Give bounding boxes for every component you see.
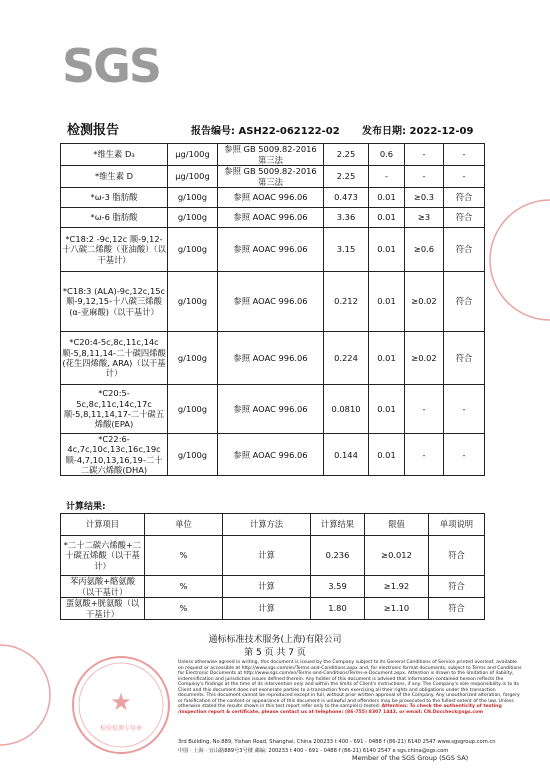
calc-cell: ≥1.92 bbox=[365, 576, 429, 598]
result-cell: 参照 GB 5009.82-2016 第三法 bbox=[218, 166, 324, 188]
result-cell: 0.224 bbox=[324, 332, 369, 385]
result-row bbox=[61, 166, 485, 188]
calc-header-cell: 限值 bbox=[365, 514, 429, 536]
result-cell: 2.25 bbox=[324, 166, 369, 188]
results-table bbox=[60, 143, 485, 476]
edge-seal-icon bbox=[536, 195, 550, 325]
result-row bbox=[61, 332, 485, 385]
result-cell: ≥0.02 bbox=[405, 272, 444, 332]
calc-cell: 计算 bbox=[223, 576, 311, 598]
result-cell: ≥0.3 bbox=[405, 188, 444, 208]
result-cell: 3.36 bbox=[324, 208, 369, 228]
page-indicator: 第 5 页 共 7 页 bbox=[244, 648, 306, 658]
calc-cell: 计算 bbox=[223, 536, 311, 576]
result-row bbox=[61, 208, 485, 228]
result-cell: μg/100g bbox=[168, 166, 218, 188]
calc-cell: 0.236 bbox=[311, 536, 365, 576]
result-cell: - bbox=[444, 166, 485, 188]
result-cell: 0.01 bbox=[369, 332, 405, 385]
result-cell: 符合 bbox=[444, 272, 485, 332]
issue-date: 发布日期: 2022-12-09 bbox=[362, 126, 474, 137]
result-cell: g/100g bbox=[168, 434, 218, 476]
svg-text:★: ★ bbox=[110, 688, 132, 716]
result-cell: 2.25 bbox=[324, 144, 369, 166]
result-cell: 0.01 bbox=[369, 434, 405, 476]
calc-cell: 计算 bbox=[223, 598, 311, 620]
report-title: 检测报告 bbox=[67, 123, 120, 138]
result-row bbox=[61, 434, 485, 476]
calc-header-cell: 计算结果 bbox=[311, 514, 365, 536]
result-cell: 参照 GB 5009.82-2016 第三法 bbox=[218, 144, 324, 166]
result-cell: 符合 bbox=[444, 228, 485, 272]
result-cell: g/100g bbox=[168, 228, 218, 272]
result-cell: ≥0.6 bbox=[405, 228, 444, 272]
calc-header-cell: 单项说明 bbox=[429, 514, 485, 536]
sgs-logo bbox=[62, 39, 161, 93]
result-cell: - bbox=[405, 385, 444, 434]
result-cell: 参照 AOAC 996.06 bbox=[218, 272, 324, 332]
result-cell: - bbox=[444, 434, 485, 476]
result-cell: *维生素 D₃ bbox=[61, 144, 168, 166]
result-cell: g/100g bbox=[168, 332, 218, 385]
address-cn: 中国 · 上海 · 宜山路889号3号楼 邮编: 200233 t 400 - 691 - 0488 f (86-21) 6140 2547 e sgs.china@sgs.com bbox=[178, 748, 449, 754]
result-cell: *ω-6 脂肪酸 bbox=[61, 208, 168, 228]
result-row bbox=[61, 188, 485, 208]
calc-cell: 1.80 bbox=[311, 598, 365, 620]
calc-cell: 苯丙氨酸+酪氨酸（以干基计） bbox=[61, 576, 145, 598]
result-cell: 0.01 bbox=[369, 188, 405, 208]
result-cell: 符合 bbox=[444, 208, 485, 228]
result-cell: 参照 AOAC 996.06 bbox=[218, 228, 324, 272]
svg-text:SGS: SGS bbox=[62, 39, 161, 93]
calc-cell: 符合 bbox=[429, 598, 485, 620]
calc-cell: ≥0.012 bbox=[365, 536, 429, 576]
report-number: 报告编号: ASH22-062122-02 bbox=[191, 126, 340, 137]
result-cell: 3.15 bbox=[324, 228, 369, 272]
result-cell: 0.01 bbox=[369, 385, 405, 434]
calc-results-table bbox=[60, 513, 485, 620]
calc-row bbox=[61, 536, 485, 576]
result-cell: ≥3 bbox=[405, 208, 444, 228]
left-edge-seal-icon bbox=[0, 640, 14, 750]
result-cell: ≥0.02 bbox=[405, 332, 444, 385]
result-cell: - bbox=[405, 166, 444, 188]
result-cell: *维生素 D bbox=[61, 166, 168, 188]
result-cell: 0.212 bbox=[324, 272, 369, 332]
result-cell: g/100g bbox=[168, 208, 218, 228]
result-cell: 符合 bbox=[444, 332, 485, 385]
result-cell: 参照 AOAC 996.06 bbox=[218, 188, 324, 208]
result-cell: - bbox=[444, 385, 485, 434]
svg-text:检验检测专用章: 检验检测专用章 bbox=[99, 725, 143, 732]
result-cell: g/100g bbox=[168, 188, 218, 208]
calc-cell: *二十二碳六烯酸+二十碳五烯酸（以干基计） bbox=[61, 536, 145, 576]
footer-company: 通标标准技术服务(上海)有限公司 bbox=[208, 635, 342, 645]
result-cell: 参照 AOAC 996.06 bbox=[218, 208, 324, 228]
result-cell: 参照 AOAC 996.06 bbox=[218, 434, 324, 476]
calc-cell: 符合 bbox=[429, 536, 485, 576]
calc-cell: % bbox=[145, 536, 223, 576]
result-cell: - bbox=[369, 166, 405, 188]
result-row bbox=[61, 228, 485, 272]
result-row bbox=[61, 272, 485, 332]
calc-cell: ≥1.10 bbox=[365, 598, 429, 620]
calc-row bbox=[61, 598, 485, 620]
result-cell: *C20:5-5c,8c,11c,14c,17c 顺-5,8,11,14,17-二十碳五烯酸(EPA) bbox=[61, 385, 168, 434]
company-seal-icon bbox=[66, 650, 176, 760]
result-cell: *C20:4-5c,8c,11c,14c 顺-5,8,11,14-二十碳四烯酸(花生四烯酸, ARA)（以干基计） bbox=[61, 332, 168, 385]
legal-disclaimer: Unless otherwise agreed in writing, this document is issued by the Company subject to its General Conditions of Service printed overleaf, available on request or accessible at http://www.sgs.com/en/Terms-and-Conditions.aspx and, for electronic format documents, subject to Terms and Conditions for Electronic Documents at http://www.sgs.com/en/Terms-and-Conditions/Terms-e-Document.aspx. Attention is drawn to the limitation of liability, indemnification and jurisdiction issues defined therein. Any holder of this document is advised that information contained hereon reflects the Company's findings at the time of its intervention only and within the limits of Client's instructions, if any. The Company's sole responsibility is to its Client and this document does not exonerate parties to a transaction from exercising all their rights and obligations under the transaction documents. This document cannot be reproduced except in full, without prior written approval of the Company. Any unauthorized alteration, forgery or falsification of the content or appearance of this document is unlawful and offenders may be prosecuted to the fullest extent of the law. Unless otherwise stated the results shown in this test report refer only to the sample(s) tested. Attention: To check the authenticity of testing /inspection report & certificate, please contact us at telephone: (86-755) 8307 1443, or email: CN.Doccheck@sgs.com bbox=[178, 660, 522, 715]
result-cell: 0.0810 bbox=[324, 385, 369, 434]
result-cell: 0.6 bbox=[369, 144, 405, 166]
result-cell: *C18:3 (ALA)-9c,12c,15c 顺-9,12,15-十八碳三烯酸(α-亚麻酸)（以干基计） bbox=[61, 272, 168, 332]
calc-results-label: 计算结果: bbox=[66, 502, 106, 512]
calc-cell: % bbox=[145, 598, 223, 620]
calc-cell: % bbox=[145, 576, 223, 598]
calc-cell: 蛋氨酸+胱氨酸（以干基计） bbox=[61, 598, 145, 620]
result-cell: 符合 bbox=[444, 188, 485, 208]
calc-header-row bbox=[61, 514, 485, 536]
member-note: Member of the SGS Group (SGS SA) bbox=[352, 754, 469, 762]
result-cell: 0.01 bbox=[369, 208, 405, 228]
result-cell: *ω-3 脂肪酸 bbox=[61, 188, 168, 208]
calc-header-cell: 单位 bbox=[145, 514, 223, 536]
result-cell: - bbox=[444, 144, 485, 166]
result-row bbox=[61, 385, 485, 434]
result-cell: g/100g bbox=[168, 272, 218, 332]
calc-row bbox=[61, 576, 485, 598]
calc-header-cell: 计算方法 bbox=[223, 514, 311, 536]
result-cell: - bbox=[405, 434, 444, 476]
calc-header-cell: 计算项目 bbox=[61, 514, 145, 536]
result-cell: *C22:6-4c,7c,10c,13c,16c,19c 顺-4,7,10,13,16,19-二十二碳六烯酸(DHA) bbox=[61, 434, 168, 476]
result-cell: 参照 AOAC 996.06 bbox=[218, 385, 324, 434]
result-cell: 参照 AOAC 996.06 bbox=[218, 332, 324, 385]
result-cell: 0.473 bbox=[324, 188, 369, 208]
result-cell: g/100g bbox=[168, 385, 218, 434]
result-row bbox=[61, 144, 485, 166]
result-cell: *C18:2 -9c,12c 顺-9,12-十八碳二烯酸（亚油酸）（以干基计） bbox=[61, 228, 168, 272]
result-cell: μg/100g bbox=[168, 144, 218, 166]
calc-cell: 符合 bbox=[429, 576, 485, 598]
result-cell: 0.01 bbox=[369, 228, 405, 272]
result-cell: - bbox=[405, 144, 444, 166]
result-cell: 0.01 bbox=[369, 272, 405, 332]
address-en: 3rd Building, No.889, Yishan Road, Shanghai, China 200233 t 400 - 691 - 0488 f (86-21) 6140 2547 www.sgsgroup.com.cn bbox=[178, 739, 496, 745]
calc-cell: 3.59 bbox=[311, 576, 365, 598]
result-cell: 0.144 bbox=[324, 434, 369, 476]
